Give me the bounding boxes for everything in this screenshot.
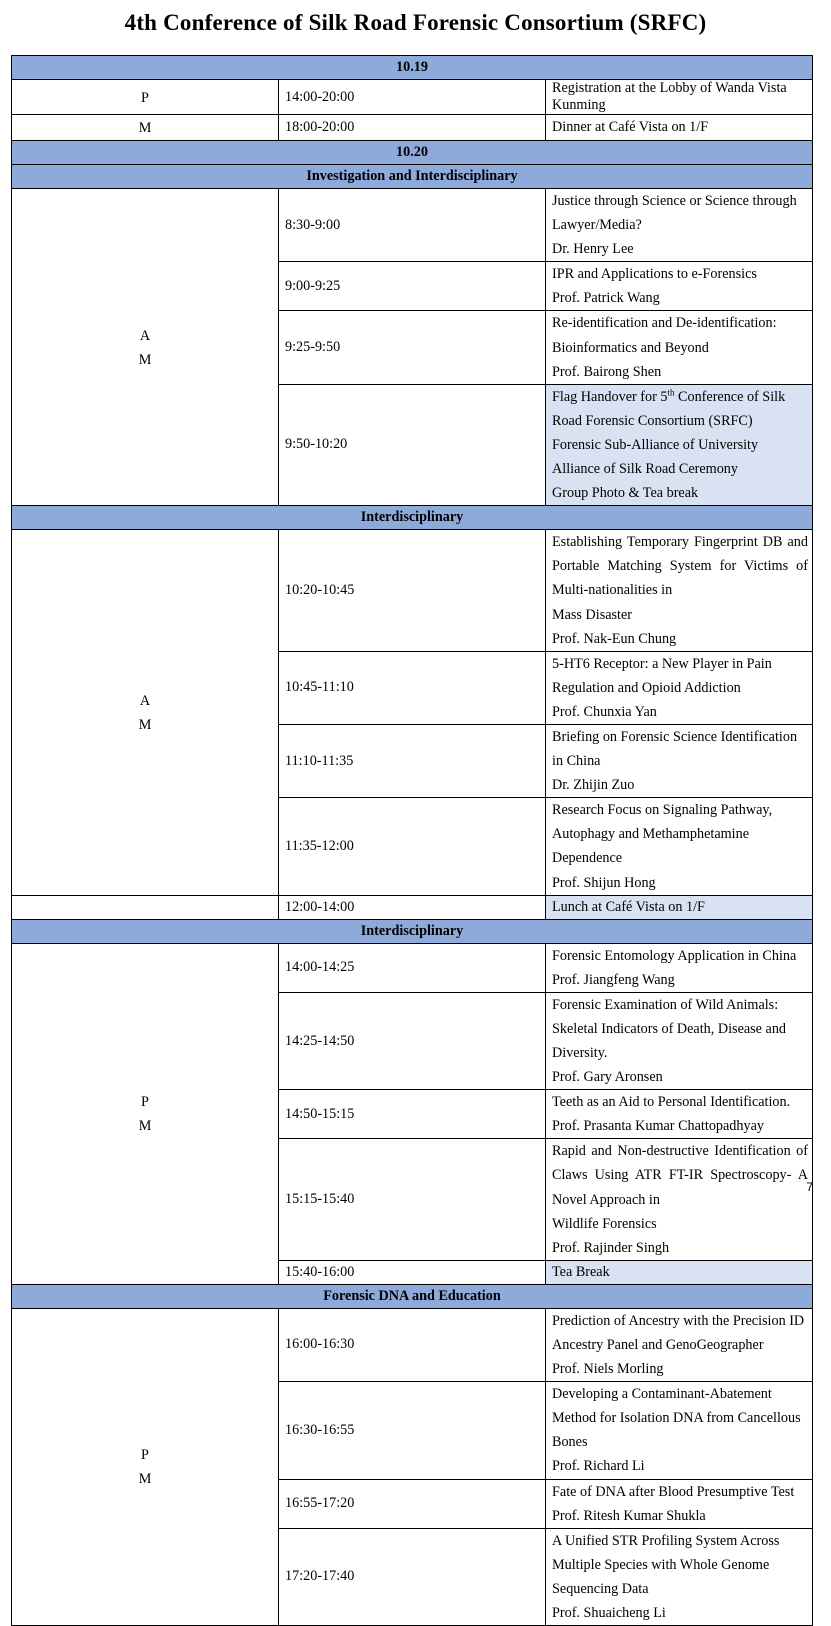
day-date: 10.19	[12, 56, 813, 80]
session-title: Interdisciplinary	[12, 506, 813, 530]
talk-cell	[546, 1090, 813, 1139]
talk-title: Teeth as an Aid to Personal Identification.	[552, 1094, 791, 1111]
page-title: 4th Conference of Silk Road Forensic Consortium (SRFC)	[124, 10, 707, 35]
time-cell: 16:30-16:55	[279, 1382, 546, 1479]
session-header	[12, 919, 813, 943]
period-letter: P	[141, 1447, 149, 1464]
speaker-name: Prof. Shijun Hong	[552, 874, 656, 891]
period-letter: A	[139, 327, 151, 344]
time-cell: 17:20-17:40	[279, 1528, 546, 1625]
lunch-cell: Lunch at Café Vista on 1/F	[546, 895, 813, 919]
day-header	[12, 141, 813, 165]
ceremony-line: Forensic Sub-Alliance of University Alliance of Silk Road Ceremony	[552, 436, 759, 478]
speaker-name: Prof. Shuaicheng Li	[552, 1604, 666, 1621]
time-cell: 9:25-9:50	[279, 311, 546, 384]
ceremony-line: Group Photo & Tea break	[552, 485, 699, 502]
talk-title: Re-identification and De-identification: Bioinformatics and Beyond	[552, 315, 777, 356]
speaker-name: Prof. Richard Li	[552, 1458, 645, 1475]
speaker-name: Prof. Ritesh Kumar Shukla	[552, 1507, 706, 1524]
talk-cell	[546, 1528, 813, 1625]
time-cell: 16:00-16:30	[279, 1308, 546, 1381]
talk-title: Prediction of Ancestry with the Precision ID Ancestry Panel and GenoGeographer	[552, 1312, 805, 1353]
talk-title: Rapid and Non-destructive Identification of Claws Using ATR FT-IR Spectroscopy- A Novel Approach in	[552, 1143, 808, 1208]
period-letter: P	[141, 1094, 149, 1111]
talk-cell	[546, 1382, 813, 1479]
period-letter: A	[139, 692, 151, 709]
table-row	[12, 80, 813, 115]
talk-title: 5-HT6 Receptor: a New Player in Pain Regulation and Opioid Addiction	[552, 655, 772, 696]
talk-title: IPR and Applications to e-Forensics	[552, 266, 757, 283]
speaker-name: Prof. Bairong Shen	[552, 363, 662, 380]
speaker-name: Prof. Gary Aronsen	[552, 1069, 663, 1086]
talk-title: Research Focus on Signaling Pathway, Autophagy and Methamphetamine Dependence	[552, 802, 773, 867]
talk-title: Forensic Examination of Wild Animals: Skeletal Indicators of Death, Disease and Diversity.	[552, 996, 787, 1061]
time-cell: 9:50-10:20	[279, 384, 546, 505]
period-letter: M	[138, 351, 152, 368]
session-header	[12, 1284, 813, 1308]
time-cell: 14:25-14:50	[279, 992, 546, 1089]
tea-break-cell: Tea Break	[546, 1260, 813, 1284]
talk-cell	[546, 1308, 813, 1381]
time-cell: 12:00-14:00	[279, 895, 546, 919]
time-cell: 14:50-15:15	[279, 1090, 546, 1139]
talk-title: A Unified STR Profiling System Across Multiple Species with Whole Genome Sequencing Data	[552, 1532, 780, 1597]
time-cell: 9:00-9:25	[279, 262, 546, 311]
talk-title: Establishing Temporary Fingerprint DB and Portable Matching System for Victims of Multi-nationalities in	[552, 534, 808, 599]
talk-cell	[546, 651, 813, 724]
time-cell: 11:10-11:35	[279, 724, 546, 797]
talk-title: Fate of DNA after Blood Presumptive Test	[552, 1483, 795, 1500]
period-cell	[12, 189, 279, 506]
talk-cell	[546, 262, 813, 311]
session-title: Investigation and Interdisciplinary	[12, 165, 813, 189]
session-header	[12, 165, 813, 189]
table-row	[12, 943, 813, 992]
talk-cell	[546, 1139, 813, 1260]
time-cell: 18:00-20:00	[279, 115, 546, 141]
speaker-name: Prof. Chunxia Yan	[552, 703, 657, 720]
time-cell: 10:45-11:10	[279, 651, 546, 724]
time-cell: 15:40-16:00	[279, 1260, 546, 1284]
ordinal-suffix: th	[667, 387, 675, 398]
time-cell: 14:00-14:25	[279, 943, 546, 992]
session-title: Forensic DNA and Education	[12, 1284, 813, 1308]
period-letter: M	[138, 716, 152, 733]
period-cell	[12, 943, 279, 1284]
time-cell: 14:00-20:00	[279, 80, 546, 115]
talk-cell	[546, 530, 813, 651]
time-cell: 16:55-17:20	[279, 1479, 546, 1528]
talk-cell	[546, 943, 813, 992]
table-row	[12, 189, 813, 262]
talk-cell	[546, 798, 813, 895]
table-row	[12, 1308, 813, 1381]
table-row	[12, 530, 813, 651]
speaker-name: Prof. Patrick Wang	[552, 290, 660, 307]
time-cell: 10:20-10:45	[279, 530, 546, 651]
day-date: 10.20	[12, 141, 813, 165]
speaker-name: Dr. Henry Lee	[552, 241, 634, 258]
page-number: 7	[806, 1180, 813, 1194]
period-m: M	[12, 115, 279, 141]
time-cell: 8:30-9:00	[279, 189, 546, 262]
session-header	[12, 506, 813, 530]
talk-cell	[546, 189, 813, 262]
talk-cell	[546, 311, 813, 384]
session-title: Interdisciplinary	[12, 919, 813, 943]
talk-title: Forensic Entomology Application in China	[552, 947, 797, 964]
talk-title-cont: Wildlife Forensics	[552, 1215, 657, 1232]
ceremony-line	[552, 385, 808, 433]
speaker-name: Prof. Jiangfeng Wang	[552, 971, 675, 988]
talk-cell	[546, 1479, 813, 1528]
speaker-name: Prof. Prasanta Kumar Chattopadhyay	[552, 1118, 764, 1135]
speaker-name: Prof. Nak-Eun Chung	[552, 630, 677, 647]
table-row	[12, 115, 813, 141]
period-letter: M	[138, 1471, 152, 1488]
period-cell	[12, 530, 279, 895]
time-cell: 15:15-15:40	[279, 1139, 546, 1260]
speaker-name: Prof. Rajinder Singh	[552, 1239, 670, 1256]
speaker-name: Dr. Zhijin Zuo	[552, 777, 635, 794]
talk-cell	[546, 992, 813, 1089]
period-letter: M	[138, 1118, 152, 1135]
talk-title: Briefing on Forensic Science Identification in China	[552, 728, 798, 770]
period-cell	[12, 1308, 279, 1625]
talk-title: Developing a Contaminant-Abatement Method for Isolation DNA from Cancellous Bones	[552, 1386, 801, 1451]
talk-title: Justice through Science or Science through Lawyer/Media?	[552, 193, 797, 234]
ceremony-line-start: Flag Handover for 5	[552, 388, 668, 405]
talk-cell	[546, 724, 813, 797]
talk-title-cont: Mass Disaster	[552, 606, 632, 623]
event-cell: Registration at the Lobby of Wanda Vista Kunming	[546, 80, 813, 115]
event-cell: Dinner at Café Vista on 1/F	[546, 115, 813, 141]
ceremony-cell	[546, 384, 813, 505]
table-row	[12, 895, 813, 919]
ceremony-line-end: Conference of Silk Road Forensic Consortium (SRFC)	[552, 388, 786, 429]
speaker-name: Prof. Niels Morling	[552, 1361, 664, 1378]
period-cell-empty	[12, 895, 279, 919]
period-p: P	[12, 80, 279, 115]
schedule-table	[11, 55, 813, 1626]
time-cell: 11:35-12:00	[279, 798, 546, 895]
day-header	[12, 56, 813, 80]
